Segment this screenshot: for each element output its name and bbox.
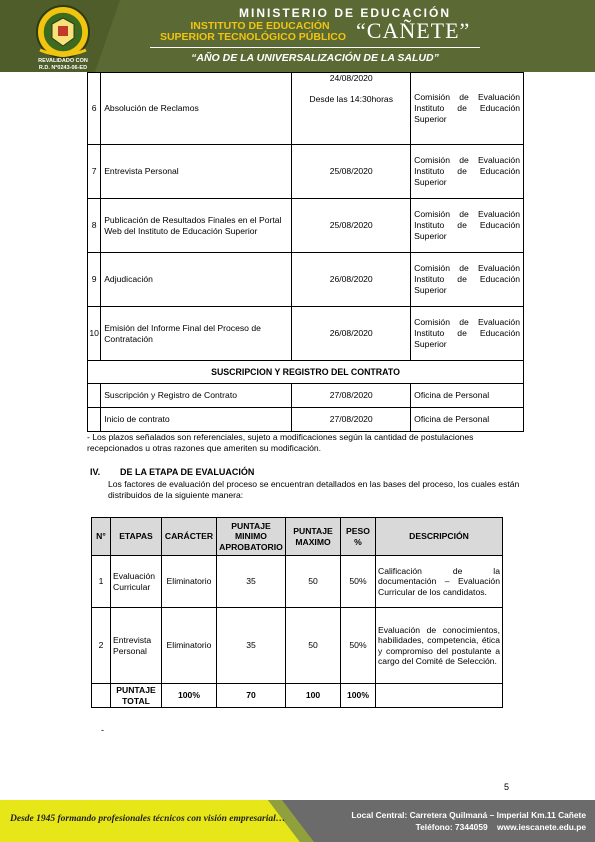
table-row [88, 199, 524, 253]
total-description [376, 684, 503, 708]
responsible-cell: Oficina de Personal [411, 384, 524, 408]
table-row [88, 73, 524, 145]
total-weight: 100% [341, 684, 376, 708]
row-number [92, 684, 111, 708]
date-cell: 27/08/2020 [292, 408, 411, 432]
activity-cell: Adjudicación [101, 253, 292, 307]
total-label: PUNTAJE TOTAL [111, 684, 162, 708]
responsible-cell: Comisión de Evaluación Instituto de Educación Superior [411, 145, 524, 199]
weight-cell: 50% [341, 556, 376, 608]
character-cell: Eliminatorio [162, 608, 217, 684]
total-character: 100% [162, 684, 217, 708]
date-cell: 25/08/2020 [292, 199, 411, 253]
col-header-descripcion: DESCRIPCIÓN [376, 518, 503, 556]
min-score-cell: 35 [217, 556, 286, 608]
row-number: 2 [92, 608, 111, 684]
responsible-cell: Oficina de Personal [411, 408, 524, 432]
row-number [88, 384, 101, 408]
date-value: 24/08/2020 [329, 73, 373, 83]
date-extra: Desde las 14:30horas [309, 94, 394, 104]
table-row [88, 408, 524, 432]
row-number: 8 [88, 199, 101, 253]
col-header-maximo: PUNTAJE MAXIMO [286, 518, 341, 556]
year-name: “AÑO DE LA UNIVERSALIZACIÓN DE LA SALUD” [191, 52, 439, 64]
col-header-caracter: CARÁCTER [162, 518, 217, 556]
total-row [92, 684, 503, 708]
min-score-cell: 35 [217, 608, 286, 684]
section-number: IV. [90, 467, 101, 477]
max-score-cell: 50 [286, 608, 341, 684]
table-row [88, 145, 524, 199]
institute-line-2: SUPERIOR TECNOLÓGICO PÚBLICO [159, 31, 347, 43]
section-title: DE LA ETAPA DE EVALUACIÓN [120, 467, 255, 477]
responsible-cell: Comisión de Evaluación Instituto de Educación Superior [411, 307, 524, 361]
row-number: 9 [88, 253, 101, 307]
character-cell: Eliminatorio [162, 556, 217, 608]
weight-cell: 50% [341, 608, 376, 684]
table-subheading-row [88, 361, 524, 384]
table-row [88, 384, 524, 408]
section-heading [90, 467, 254, 477]
date-cell: 26/08/2020 [292, 253, 411, 307]
table-row [92, 556, 503, 608]
activity-cell: Publicación de Resultados Finales en el Portal Web del Instituto de Educación Superior [101, 199, 292, 253]
description-cell: Evaluación de conocimientos, habilidades, competencia, ética y compromiso del postulante a cargo del Comité de Selección. [376, 608, 503, 684]
schedule-note: - Los plazos señalados son referenciales, sujeto a modificaciones según la cantidad de postulaciones recepcionados u otras razones que ameriten su modificación. [87, 432, 474, 453]
col-header-num: N° [92, 518, 111, 556]
schedule-table [87, 72, 524, 432]
revalidation-note [18, 58, 108, 71]
activity-cell: Suscripción y Registro de Contrato [101, 384, 292, 408]
activity-cell: Inicio de contrato [101, 408, 292, 432]
institution-crest-icon [30, 4, 96, 60]
trailing-dash: - [101, 725, 104, 735]
activity-cell: Absolución de Reclamos [101, 73, 292, 145]
activity-cell: Emisión del Informe Final del Proceso de Contratación [101, 307, 292, 361]
description-cell: Calificación de la documentación – Evaluación Curricular de los candidatos. [376, 556, 503, 608]
col-header-minimo: PUNTAJE MINIMO APROBATORIO [217, 518, 286, 556]
header-divider [150, 47, 480, 48]
table-header-row [92, 518, 503, 556]
total-max-score: 100 [286, 684, 341, 708]
footer-phone-web: Teléfono: 7344059 www.iescanete.edu.pe [415, 822, 586, 832]
footer-slogan: Desde 1945 formando profesionales técnicos con visión empresarial… [10, 814, 286, 824]
revalidation-line-1: REVALIDADO CON [38, 58, 88, 64]
page-header [0, 0, 595, 72]
row-number: 1 [92, 556, 111, 608]
activity-cell: Entrevista Personal [101, 145, 292, 199]
stage-cell: Evaluación Curricular [111, 556, 162, 608]
footer-contact [300, 809, 586, 833]
table-row [88, 253, 524, 307]
table-row [88, 307, 524, 361]
row-number: 6 [88, 73, 101, 145]
evaluation-table [91, 517, 503, 708]
date-cell [292, 73, 411, 145]
footer-address: Local Central: Carretera Quilmaná – Imperial Km.11 Cañete [351, 810, 586, 820]
date-cell: 26/08/2020 [292, 307, 411, 361]
max-score-cell: 50 [286, 556, 341, 608]
section-intro: Los factores de evaluación del proceso se encuentran detallados en las bases del proceso, los cuales están distribuidos de la siguiente manera: [108, 479, 520, 500]
col-header-etapas: ETAPAS [111, 518, 162, 556]
row-number [88, 408, 101, 432]
page-number: 5 [504, 782, 510, 792]
ministry-title: MINISTERIO DE EDUCACIÓN [238, 6, 451, 20]
responsible-cell: Comisión de Evaluación Instituto de Educación Superior [411, 253, 524, 307]
row-number: 10 [88, 307, 101, 361]
responsible-cell: Comisión de Evaluación Instituto de Educación Superior [411, 199, 524, 253]
responsible-cell: Comisión de Evaluación Instituto de Educación Superior [411, 73, 524, 145]
institute-line-1: INSTITUTO DE EDUCACIÓN [190, 20, 330, 32]
institute-name: “CAÑETE” [356, 18, 471, 43]
contract-subheading: SUSCRIPCION Y REGISTRO DEL CONTRATO [88, 361, 524, 384]
col-header-peso: PESO % [341, 518, 376, 556]
table-row [92, 608, 503, 684]
stage-cell: Entrevista Personal [111, 608, 162, 684]
total-min-score: 70 [217, 684, 286, 708]
row-number: 7 [88, 145, 101, 199]
date-cell: 25/08/2020 [292, 145, 411, 199]
revalidation-line-2: R.D. Nº0243-06-ED [38, 64, 88, 71]
date-cell: 27/08/2020 [292, 384, 411, 408]
